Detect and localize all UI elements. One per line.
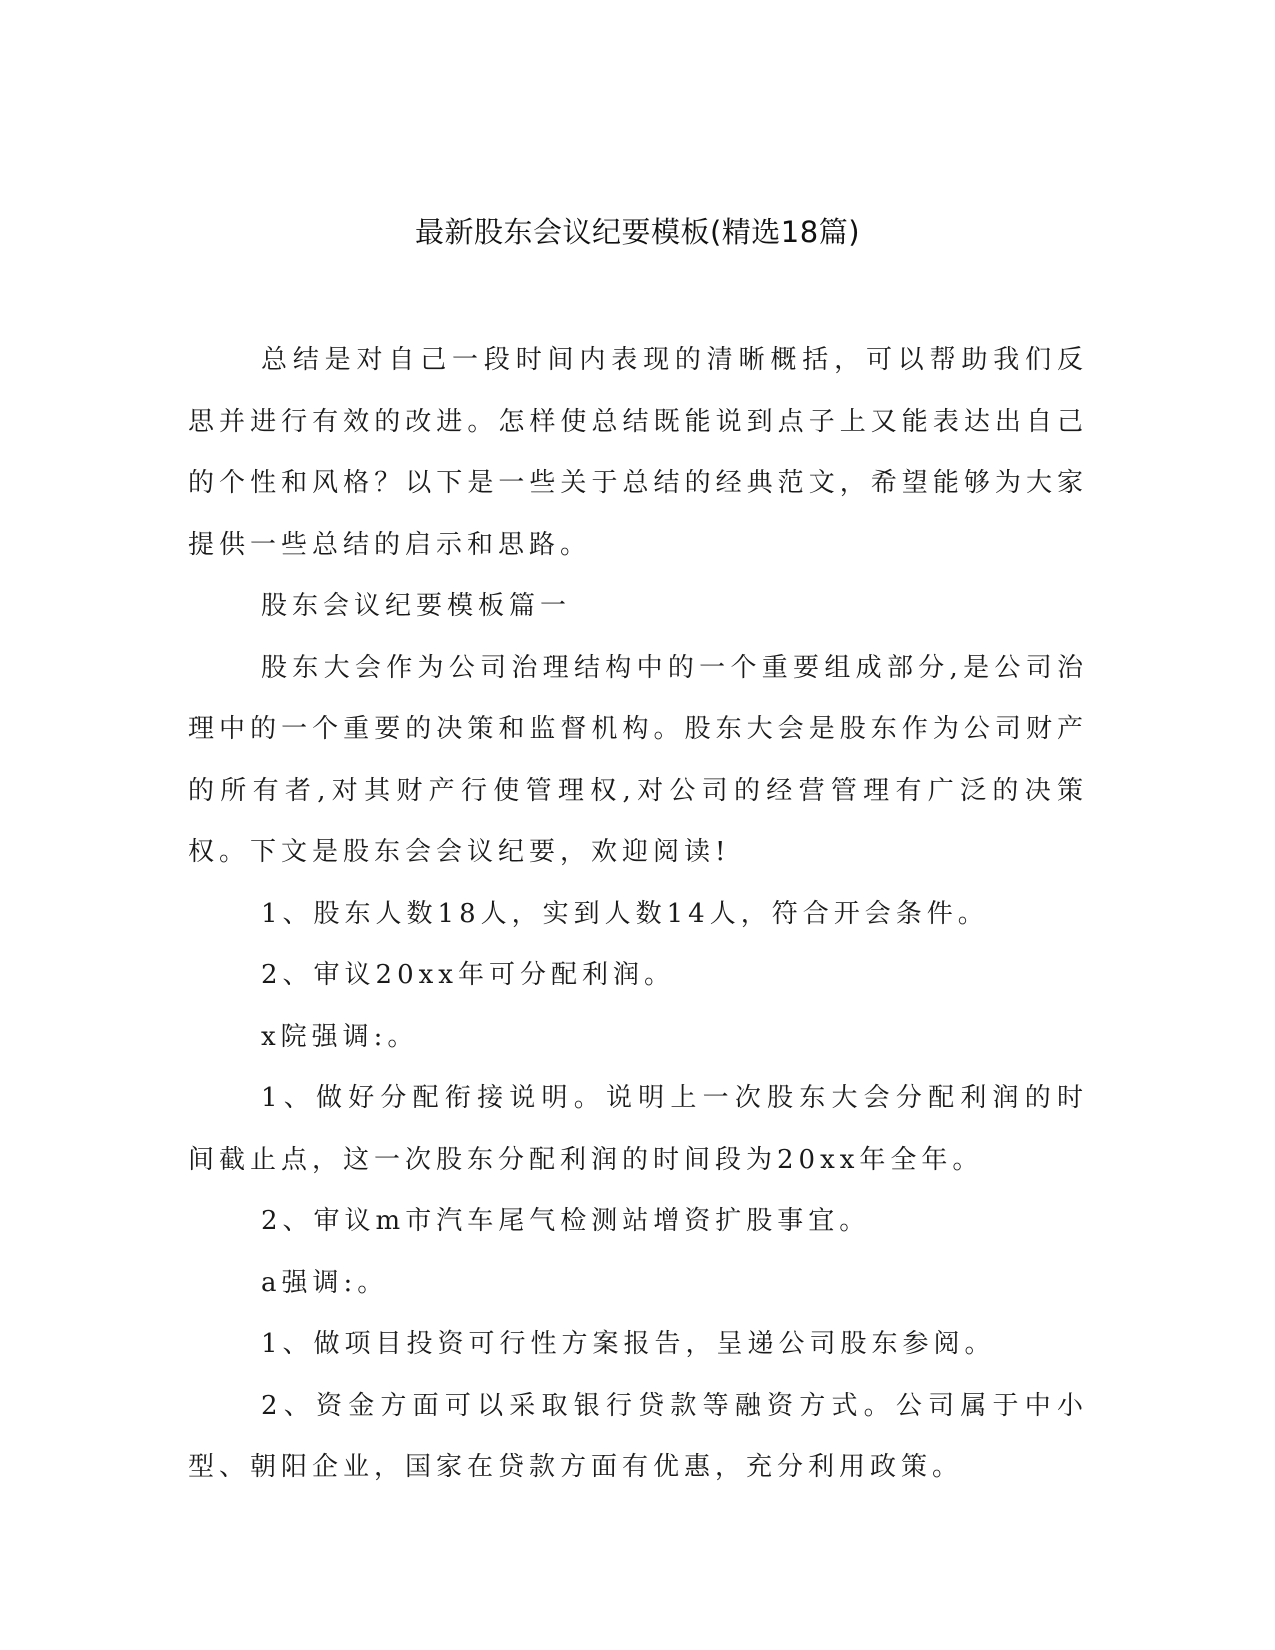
list-item: 1、做项目投资可行性方案报告，呈递公司股东参阅。 — [261, 1329, 996, 1359]
list-item: 1、股东人数18人，实到人数14人，符合开会条件。 — [261, 898, 989, 929]
document-body — [188, 330, 1088, 1499]
list-item: 1、做好分配衔接说明。说明上一次股东大会分配利润的时间截止点，这一次股东分配利润的时间段为20xx年全年。 — [188, 1083, 1088, 1175]
list-item: 2、审议m市汽车尾气检测站增资扩股事宜。 — [261, 1206, 871, 1236]
section-heading: 股东会议纪要模板篇一 — [261, 591, 572, 621]
emphasis-line: x院强调:。 — [261, 1021, 419, 1052]
body-paragraph: 股东大会作为公司治理结构中的一个重要组成部分,是公司治理中的一个重要的决策和监督机构。股东大会是股东作为公司财产的所有者,对其财产行使管理权,对公司的经营管理有广泛的决策权。下文是股东会会议纪要，欢迎阅读! — [188, 652, 1088, 867]
intro-paragraph: 总结是对自己一段时间内表现的清晰概括，可以帮助我们反思并进行有效的改进。怎样使总结既能说到点子上又能表达出自己的个性和风格？以下是一些关于总结的经典范文，希望能够为大家提供一些总结的启示和思路。 — [188, 345, 1088, 560]
list-item: 2、资金方面可以采取银行贷款等融资方式。公司属于中小型、朝阳企业，国家在贷款方面有优惠，充分利用政策。 — [188, 1390, 1088, 1482]
list-item: 2、审议20xx年可分配利润。 — [261, 960, 675, 990]
document-title: 最新股东会议纪要模板(精选18篇) — [414, 215, 861, 249]
emphasis-line: a强调:。 — [261, 1267, 389, 1298]
